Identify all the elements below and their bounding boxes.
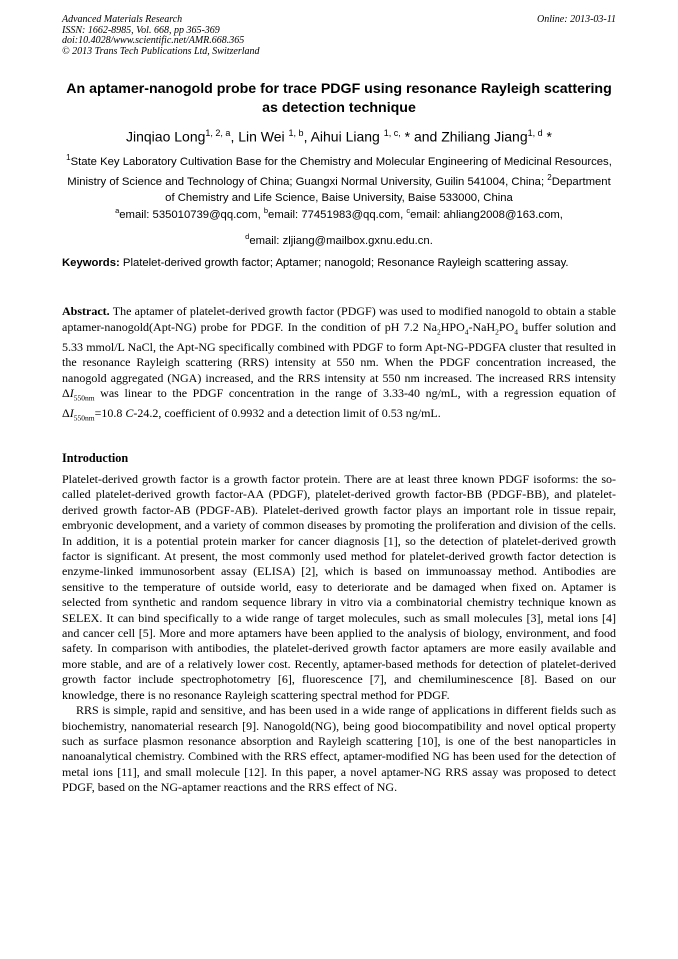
abstract-text: PO [498,319,515,334]
author-superscript: 1, b [288,128,304,138]
chem-subscript: 4 [464,326,469,336]
affiliations [62,150,616,206]
author-name: Jinqiao Long [126,128,206,145]
email-text: email: 535010739@qq.com, [119,208,264,221]
author-superscript: 1, 2, a [205,128,231,138]
email-marker: a [115,206,120,215]
abstract-label: Abstract. [62,304,110,318]
copyright-line: © 2013 Trans Tech Publications Ltd, Switzerland [62,45,260,57]
corresponding-mark: * [542,128,552,145]
keywords-label: Keywords: [62,257,120,269]
journal-name: Advanced Materials Research [62,14,183,25]
math-subscript: 550nm [73,413,95,423]
introduction-body [62,472,616,796]
email-text: email: zljiang@mailbox.gxnu.edu.cn. [249,234,433,247]
affiliation-text: State Key Laboratory Cultivation Base for the Chemistry and Molecular Engineering of Medicinal Resources, Ministry of Science and Technology of China; Guangxi Normal University, Guilin 541004, China; [67,155,612,188]
abstract-text: -24.2, coefficient of 0.9932 and a detection limit of 0.53 ng/mL. [133,406,441,421]
email-marker: b [263,206,269,215]
email-line [62,226,616,252]
online-date: Online: 2013-03-11 [537,14,616,25]
math-symbol: I [69,386,74,401]
abstract-text: =10.8 [94,406,126,421]
paper-title: An aptamer-nanogold probe for trace PDGF using resonance Rayleigh scattering as detection technique [66,81,612,116]
email-block [62,200,616,252]
author-name: , Aihui Liang [303,128,384,145]
affiliation-marker: 1 [66,153,71,162]
author-name: , Lin Wei [230,128,289,145]
author-list [62,123,616,147]
abstract-paragraph [62,304,616,426]
journal-header [62,15,616,57]
introduction-heading: Introduction [62,451,129,465]
author-superscript: 1, d [527,128,543,138]
email-line [62,200,616,226]
math-subscript: 550nm [73,393,95,403]
abstract-text: -NaH [468,319,496,334]
affiliation-text: Department of Chemistry and Life Science, Baise University, Baise 533000, China [165,175,611,204]
chem-subscript: 4 [514,326,518,336]
chem-subscript: 2 [495,326,499,336]
math-symbol: I [69,406,74,421]
abstract-text: HPO [440,319,465,334]
introduction-paragraph-2: RRS is simple, rapid and sensitive, and has been used in a wide range of applications in different fields such as biochemistry, nanomaterial research [9]. Nanogold(NG), being good biocompatibility and novel optical property such as surface plasmon resonance absorption and Rayleigh scattering [10], is one of the best nanoparticles in nanoanalytical chemistry. Combined with the RRS effect, aptamer-modified NG has been used for the detection of metal ions [11], and small molecule [12]. In this paper, a novel aptamer-NG RRS assay was proposed to detect PDGF, based on the NG-aptamer reactions and the RRS effect of NG. [62,703,616,795]
abstract-text: buffer solution and 5.33 mmol/L NaCl, the Apt-NG specifically combined with PDGF to form Apt-NG-PDGFA cluster that resulted in the resonance Rayleigh scattering (RRS) intensity at 550 nm. When the PDGF concentration increased, the nanogold aggregated (NGA) increased, and the RRS intensity at 550 nm increased. The increased RRS intensity Δ [62,319,616,401]
email-marker: c [406,206,411,215]
math-symbol: C [125,406,134,421]
author-name: * and Zhiliang Jiang [400,128,528,145]
author-superscript: 1, c, [383,128,401,138]
keywords-paragraph [62,255,616,271]
introduction-paragraph-1: Platelet-derived growth factor is a growth factor protein. There are at least three known PDGF isoforms: the so-called platelet-derived growth factor-AA (PDGF), platelet-derived growth factor-BB (PDGF-BB), and platelet-derived growth factor-AB (PDGF-AB). Platelet-derived growth factor plays an important role in tissue repair, embryonic development, and a variety of common diseases by promoting the proliferation and division of the cells. In addition, it is a potential protein marker for cancer diagnosis [1], so the detection of platelet-derived growth factor is significant. At present, the most commonly used method for platelet-derived growth factor detection is enzyme-linked immunosorbent assay (ELISA) [2], which is based on immunoassay method. Antibodies are sensitive to the temperature of outside world, easy to deteriorate and be damaged when fixed on. Aptamer is selected from synthetic and random sequence library in vitro via a combinatorial chemistry technique known as SELEX. It can bind specifically to a wide range of target molecules, such as small molecules [3], metal ions [4] and cancer cell [5]. More and more aptamers have been applied to the analysis of biology, environment, and food safety. In comparison with antibodies, the platelet-derived growth factor aptamers are more easily available and more stable, and are of a relatively lower cost. Recently, aptamer-based methods for detection of platelet-derived growth factor include spectrophotometry [6], fluorescence [7], and chemiluminescence [8]. Based on our knowledge, there is no resonance Rayleigh scattering spectral method for PDGF. [62,472,616,702]
abstract-text: was linear to the PDGF concentration in the range of 3.33-40 ng/mL, with a regression equation of Δ [62,386,616,421]
keywords-text: Platelet-derived growth factor; Aptamer; nanogold; Resonance Rayleigh scattering assay. [119,257,569,269]
issn-line: ISSN: 1662-8985, Vol. 668, pp 365-369 [62,24,220,36]
abstract-text: The aptamer of platelet-derived growth factor (PDGF) was used to modified nanogold to obtain a stable aptamer-nanogold(Apt-NG) probe for PDGF. In the condition of pH 7.2 Na [62,304,616,334]
email-marker: d [245,231,250,241]
doi-line: doi:10.4028/www.scientific.net/AMR.668.365 [62,35,245,47]
chem-subscript: 2 [436,326,441,336]
email-text: email: ahliang2008@163.com, [410,208,563,221]
email-text: email: 77451983@qq.com, [268,208,407,221]
affiliation-marker: 2 [547,172,552,182]
